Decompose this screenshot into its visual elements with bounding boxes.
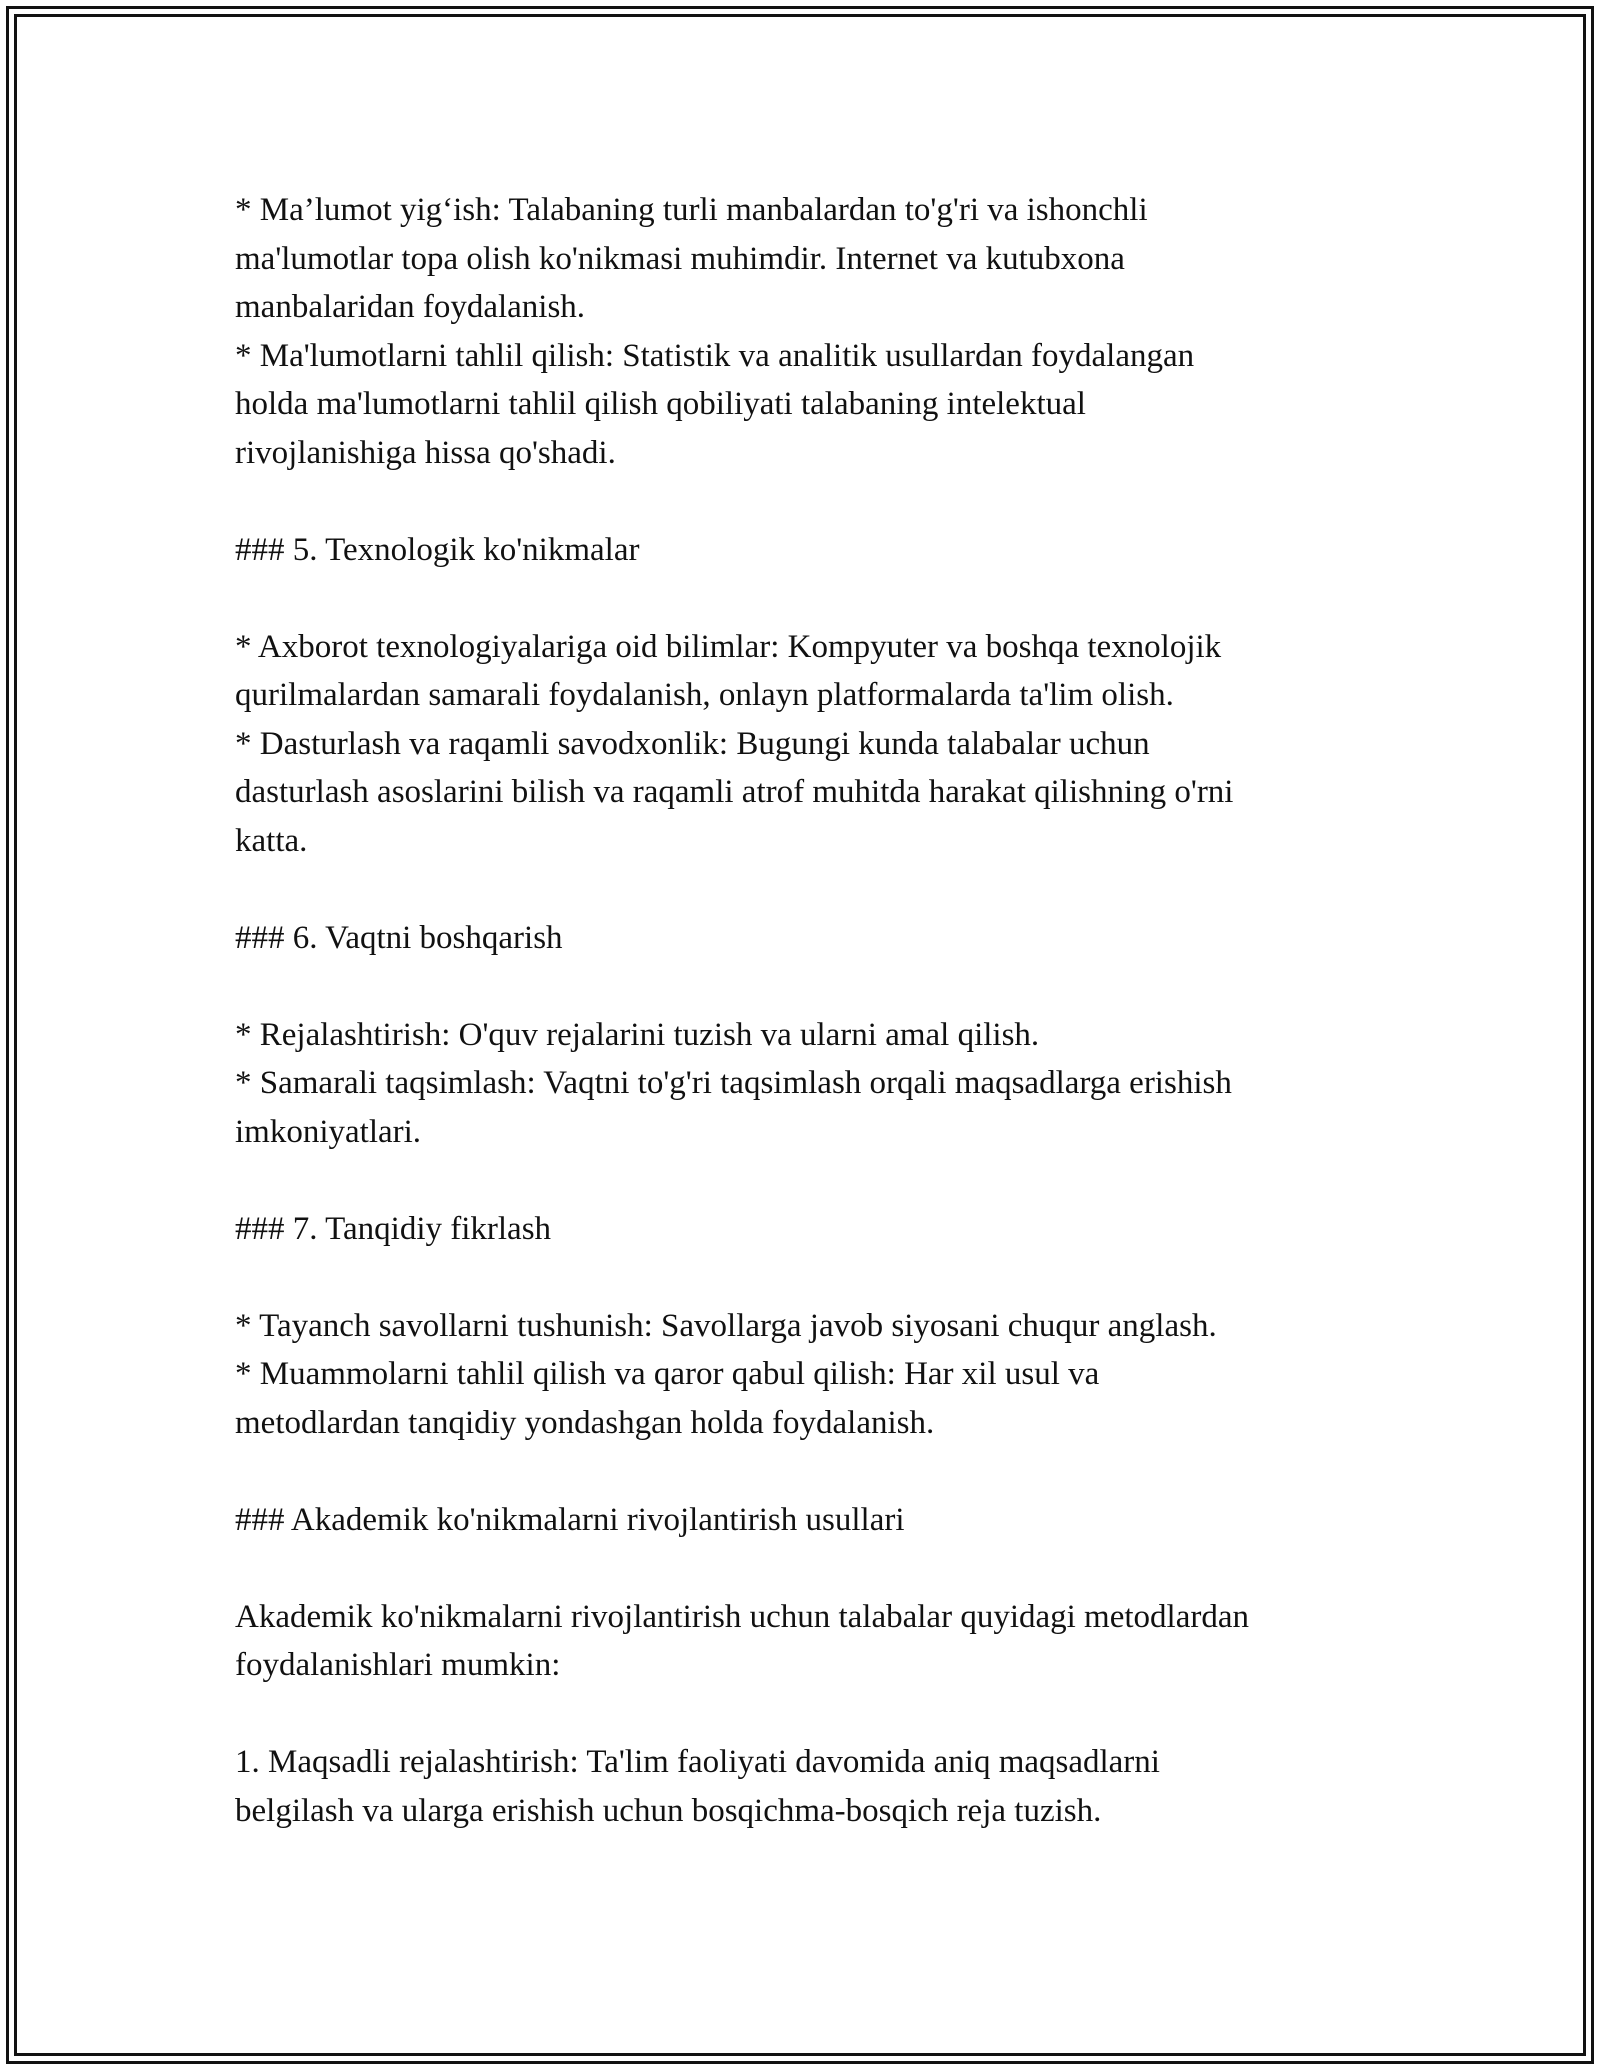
text-line: * Samarali taqsimlash: Vaqtni to'g'ri taqsimlash orqali maqsadlarga erishish (235, 1065, 1232, 1101)
text-line: * Tayanch savollarni tushunish: Savollarga javob siyosani chuqur anglash. (235, 1307, 1217, 1344)
paragraph (235, 332, 1375, 478)
heading-line: ### 7. Tanqidiy fikrlash (235, 1210, 552, 1247)
document-body (235, 186, 1375, 1835)
text-line: * Ma'lumotlarni tahlil qilish: Statistik va analitik usullardan foydalangan (235, 337, 1195, 374)
text-line: * Rejalashtirish: O'quv rejalarini tuzish va ularni amal qilish. (235, 1016, 1040, 1053)
paragraph (235, 1011, 1375, 1060)
section-heading (235, 1496, 1375, 1545)
blank-line (235, 1690, 1375, 1739)
text-line: rivojlanishiga hissa qo'shadi. (235, 434, 616, 471)
text-line: belgilash va ularga erishish uchun bosqichma-bosqich reja tuzish. (235, 1792, 1102, 1829)
blank-line (235, 1253, 1375, 1302)
text-line: * Axborot texnologiyalariga oid bilimlar: Kompyuter va boshqa texnolojik (235, 628, 1222, 665)
text-line: metodlardan tanqidiy yondashgan holda foydalanish. (235, 1404, 935, 1441)
paragraph (235, 1350, 1375, 1447)
paragraph (235, 1059, 1375, 1156)
blank-line (235, 477, 1375, 526)
blank-line (235, 962, 1375, 1011)
heading-line: ### Akademik ko'nikmalarni rivojlantirish usullari (235, 1501, 905, 1538)
text-line: qurilmalardan samarali foydalanish, onlayn platformalarda ta'lim olish. (235, 677, 1174, 713)
heading-line: ### 5. Texnologik ko'nikmalar (235, 531, 640, 568)
blank-line (235, 1156, 1375, 1205)
section-heading (235, 526, 1375, 575)
section-heading (235, 914, 1375, 963)
text-line: Akademik ko'nikmalarni rivojlantirish uchun talabalar quyidagi metodlardan (235, 1598, 1249, 1635)
text-line: * Dasturlash va raqamli savodxonlik: Bugungi kunda talabalar uchun (235, 725, 1150, 762)
paragraph (235, 1302, 1375, 1351)
text-line: foydalanishlari mumkin: (235, 1647, 561, 1683)
heading-line: ### 6. Vaqtni boshqarish (235, 919, 563, 956)
text-line: holda ma'lumotlarni tahlil qilish qobiliyati talabaning intelektual (235, 386, 1086, 422)
paragraph (235, 720, 1375, 866)
text-line: imkoniyatlari. (235, 1113, 422, 1150)
paragraph (235, 186, 1375, 332)
text-line: * Ma’lumot yig‘ish: Talabaning turli manbalardan to'g'ri va ishonchli (235, 192, 1148, 228)
text-line: 1. Maqsadli rejalashtirish: Ta'lim faoliyati davomida aniq maqsadlarni (235, 1744, 1160, 1780)
blank-line (235, 1544, 1375, 1593)
text-line: * Muammolarni tahlil qilish va qaror qabul qilish: Har xil usul va (235, 1356, 1100, 1392)
blank-line (235, 574, 1375, 623)
text-line: ma'lumotlar topa olish ko'nikmasi muhimdir. Internet va kutubxona (235, 240, 1125, 277)
text-line: katta. (235, 822, 308, 859)
paragraph (235, 623, 1375, 720)
blank-line (235, 1447, 1375, 1496)
text-line: dasturlash asoslarini bilish va raqamli atrof muhitda harakat qilishning o'rni (235, 774, 1234, 810)
blank-line (235, 865, 1375, 914)
paragraph (235, 1738, 1375, 1835)
section-heading (235, 1205, 1375, 1254)
text-line: manbalaridan foydalanish. (235, 289, 586, 325)
paragraph (235, 1593, 1375, 1690)
